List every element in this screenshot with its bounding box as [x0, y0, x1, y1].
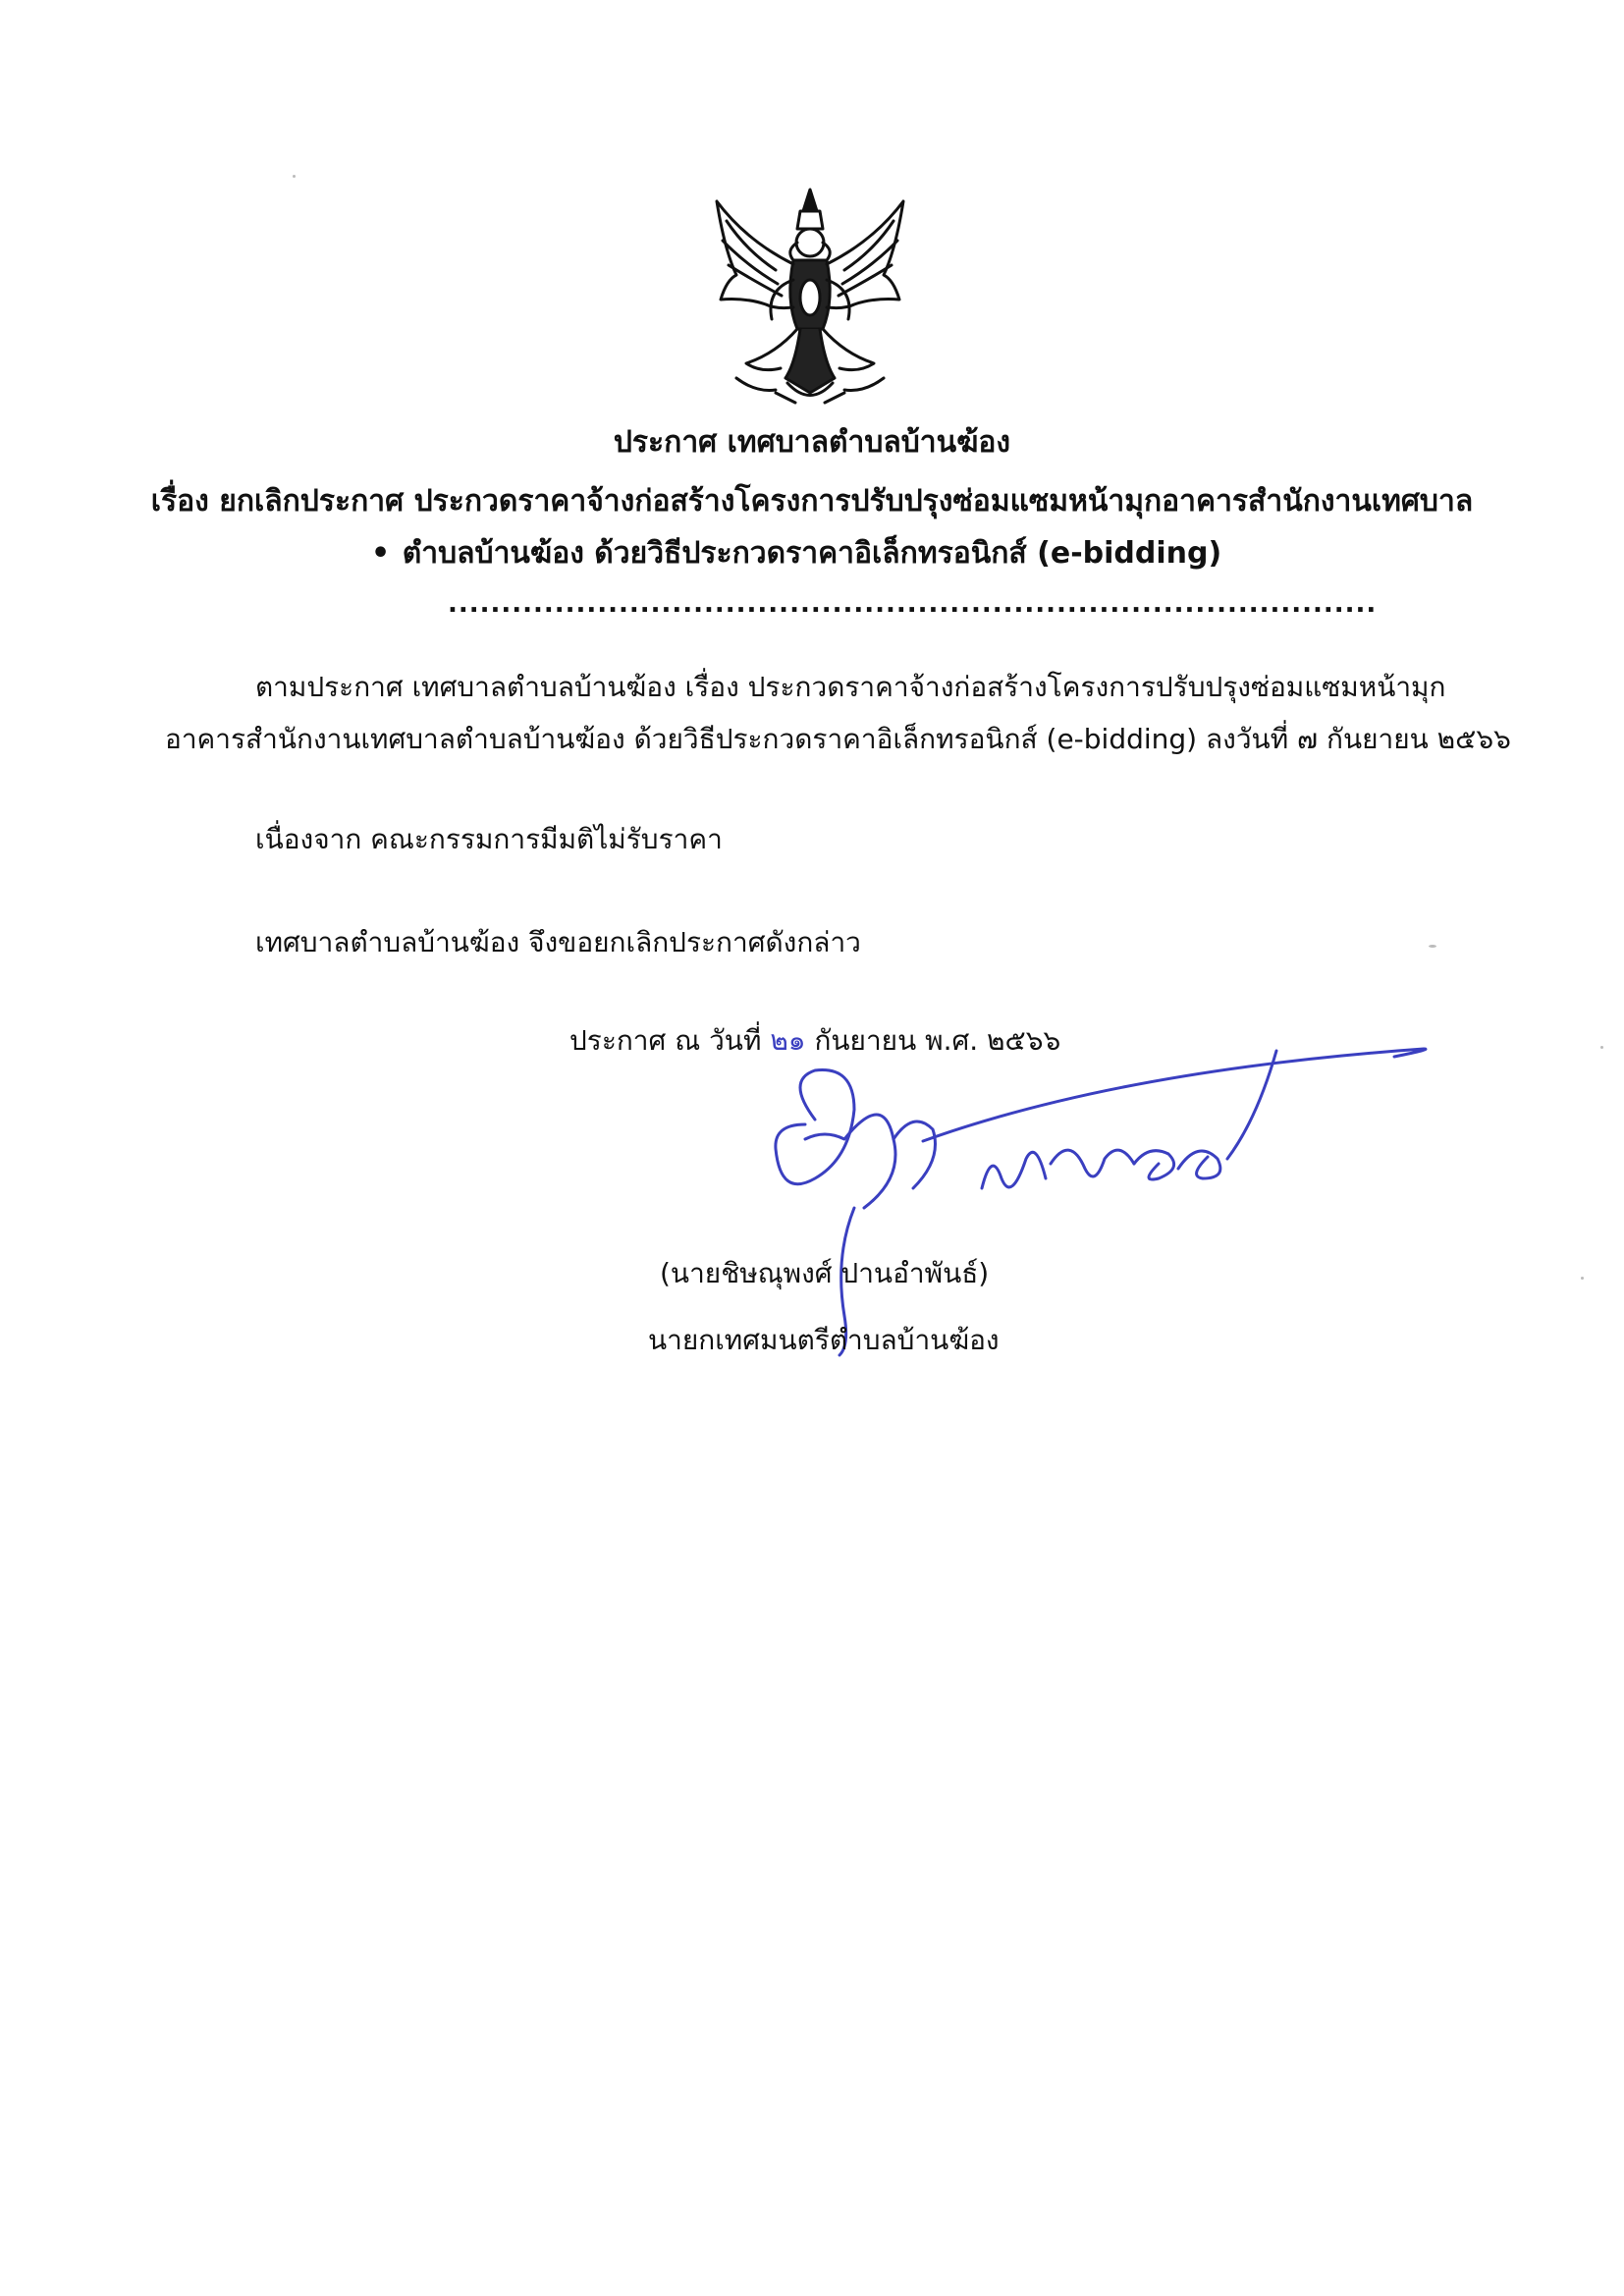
dotted-separator: .......................................................................................	[448, 589, 1378, 619]
announcement-heading: ประกาศ เทศบาลตำบลบ้านฆ้อง	[613, 425, 1011, 460]
paragraph-cancellation: เทศบาลตำบลบ้านฆ้อง จึงขอยกเลิกประกาศดังกล่าว	[255, 926, 861, 958]
announcement-date-suffix: กันยายน พ.ศ. ๒๕๖๖	[814, 1024, 1061, 1057]
subject-line-continued: ตำบลบ้านฆ้อง ด้วยวิธีประกวดราคาอิเล็กทรอนิกส์ (e-bidding)	[402, 536, 1222, 571]
paragraph-reference-line2: อาคารสำนักงานเทศบาลตำบลบ้านฆ้อง ด้วยวิธีประกวดราคาอิเล็กทรอนิกส์ (e-bidding) ลงวันที่ ๗ กันยายน ๒๕๖๖	[165, 723, 1511, 755]
scan-speck	[293, 175, 296, 178]
announcement-date-prefix: ประกาศ ณ วันที่	[569, 1024, 762, 1057]
scan-speck	[1429, 945, 1436, 948]
subject-line: เรื่อง ยกเลิกประกาศ ประกวดราคาจ้างก่อสร้างโครงการปรับปรุงซ่อมแซมหน้ามุกอาคารสำนักงานเทศบาล	[150, 484, 1474, 519]
scan-speck	[1581, 1277, 1584, 1280]
announcement-date-day: ๒๑	[770, 1024, 806, 1057]
paragraph-reason: เนื่องจาก คณะกรรมการมีมติไม่รับราคา	[255, 823, 723, 855]
garuda-emblem-icon	[707, 182, 913, 417]
bullet-mark: •	[371, 536, 391, 571]
scan-speck	[1600, 1046, 1603, 1049]
signer-title: นายกเทศมนตรีตำบลบ้านฆ้อง	[648, 1324, 1000, 1356]
paragraph-reference-line1: ตามประกาศ เทศบาลตำบลบ้านฆ้อง เรื่อง ประกวดราคาจ้างก่อสร้างโครงการปรับปรุงซ่อมแซมหน้ามุก	[255, 671, 1446, 703]
signer-name: (นายชิษณุพงศ์ ปานอำพันธ์)	[660, 1257, 990, 1289]
